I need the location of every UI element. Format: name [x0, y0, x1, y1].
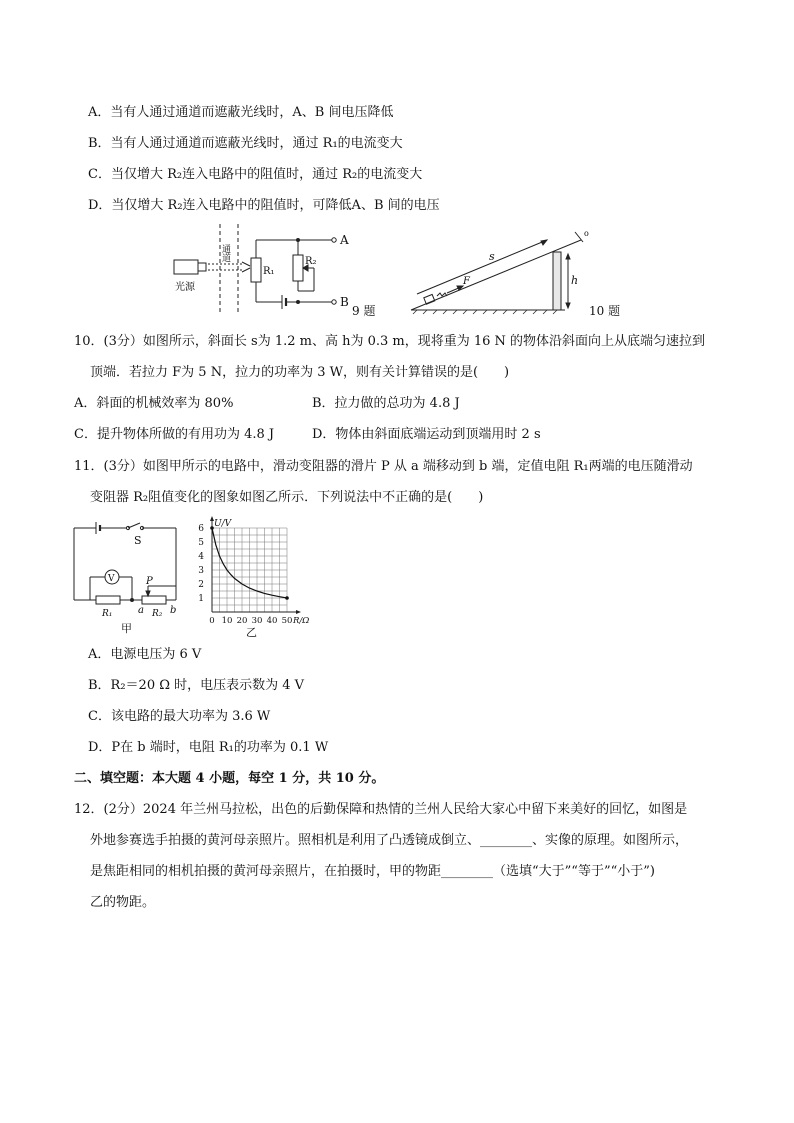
q11-stem-line2: 变阻器 R₂阻值变化的图象如图乙所示．下列说法中不正确的是( ): [90, 490, 484, 505]
curve-end-point: [285, 596, 289, 600]
q12-line2: 外地参赛选手拍摄的黄河母亲照片。照相机是利用了凸透镜成倒立、________、实像的原理。如图所示，: [90, 833, 689, 848]
s-label: s: [489, 250, 495, 263]
y-tick-label: 3: [198, 566, 204, 576]
q10-option-b: B．拉力做的总功为 4.8 J: [312, 396, 460, 411]
voltmeter-label: V: [108, 574, 115, 584]
r2-rheostat: [142, 596, 166, 604]
r2-label: R₂: [152, 609, 163, 619]
q11-option-c: C．该电路的最大功率为 3.6 W: [88, 709, 271, 724]
circuit-caption: 甲: [121, 622, 132, 635]
q12-line4: 乙的物距。: [90, 895, 156, 910]
r2-rheostat: [293, 255, 303, 281]
q11-option-a: A．电源电压为 6 V: [88, 647, 202, 662]
y-tick-label: 5: [198, 538, 204, 548]
y-tick-label: 6: [198, 524, 204, 534]
q9-option-b: B．当有人通过通道而遮蔽光线时，通过 R₁的电流变大: [88, 136, 403, 151]
q10-caption: 10 题: [589, 304, 621, 318]
q10-stem-line1: 10．(3分）如图所示，斜面长 s为 1.2 m、高 h为 0.3 m，现将重为 16 N 的物体沿斜面向上从底端匀速拉到: [74, 334, 706, 349]
r1-label: R₁: [102, 609, 113, 619]
q10-option-d: D．物体由斜面底端运动到顶端用时 2 s: [312, 427, 541, 442]
x-tick-label: 20: [236, 616, 248, 626]
graph-caption: 乙: [246, 626, 257, 639]
r1-resistor: [96, 596, 120, 604]
x-tick-label: 10: [221, 616, 233, 626]
q11-graph: [194, 518, 319, 638]
x-tick-label: 30: [251, 616, 263, 626]
q11-circuit-figure: [68, 520, 188, 635]
q12-line3: 是焦距相同的相机拍摄的黄河母亲照片，在拍摄时，甲的物距________（选填“大于”“等于”“小于”): [90, 864, 655, 879]
r1-resistor: [251, 258, 261, 282]
q12-line1: 12．(2分）2024 年兰州马拉松，出色的后勤保障和热情的兰州人民给大家心中留下来美好的回忆，如图是: [74, 802, 688, 817]
x-tick-label: 0: [209, 616, 215, 626]
curve-start-point: [210, 526, 214, 530]
x-tick-label: 40: [266, 616, 278, 626]
x-axis-label: R/Ω: [293, 616, 310, 626]
q10-stem-line2: 顶端．若拉力 F为 5 N，拉力的功率为 3 W，则有关计算错误的是( ): [90, 365, 510, 380]
q9-option-c: C．当仅增大 R₂连入电路中的阻值时，通过 R₂的电流变大: [88, 167, 423, 182]
x-tick-label: 50: [281, 616, 293, 626]
q10-option-a: A．斜面的机械效率为 80%: [74, 396, 234, 411]
y-tick-label: 2: [198, 580, 204, 590]
support-post: [553, 252, 561, 310]
q10-option-c: C．提升物体所做的有用功为 4.8 J: [74, 427, 275, 442]
q11-option-d: D．P在 b 端时，电阻 R₁的功率为 0.1 W: [88, 740, 329, 755]
q9-option-d: D．当仅增大 R₂连入电路中的阻值时，可降低A、B 间的电压: [88, 198, 440, 213]
q9-circuit-figure: [170, 222, 390, 318]
q9-option-a: A．当有人通过通道而遮蔽光线时，A、B 间电压降低: [88, 105, 394, 120]
h-label: h: [571, 274, 579, 287]
channel-label: 通道: [220, 244, 230, 262]
q11-option-b: B．R₂＝20 Ω 时，电压表示数为 4 V: [88, 678, 305, 693]
q10-incline-figure: [405, 222, 630, 318]
top-mark: o: [584, 229, 589, 238]
section-2-heading: 二、填空题：本大题 4 小题，每空 1 分，共 10 分。: [74, 771, 385, 786]
y-tick-label: 4: [198, 552, 204, 562]
f-label: F: [463, 276, 470, 287]
x-axis-arrow: [296, 610, 301, 614]
r2-label: R₂: [305, 256, 317, 267]
r1-label: R₁: [263, 266, 275, 277]
slider-label: P: [146, 576, 153, 587]
end-b-label: b: [170, 605, 177, 616]
y-axis-label: U/V: [214, 519, 232, 529]
terminal-b: B: [340, 295, 349, 309]
switch-label: S: [134, 534, 142, 547]
q11-stem-line1: 11．(3分）如图甲所示的电路中，滑动变阻器的滑片 P 从 a 端移动到 b 端，定值电阻 R₁两端的电压随滑动: [74, 459, 693, 474]
y-tick-label: 1: [198, 594, 204, 604]
light-source: [174, 260, 198, 274]
end-a-label: a: [138, 605, 144, 616]
terminal-a: A: [340, 233, 349, 247]
light-source-label: 光源: [175, 282, 195, 293]
object-block: [424, 294, 435, 304]
q9-caption: 9 题: [352, 304, 376, 318]
